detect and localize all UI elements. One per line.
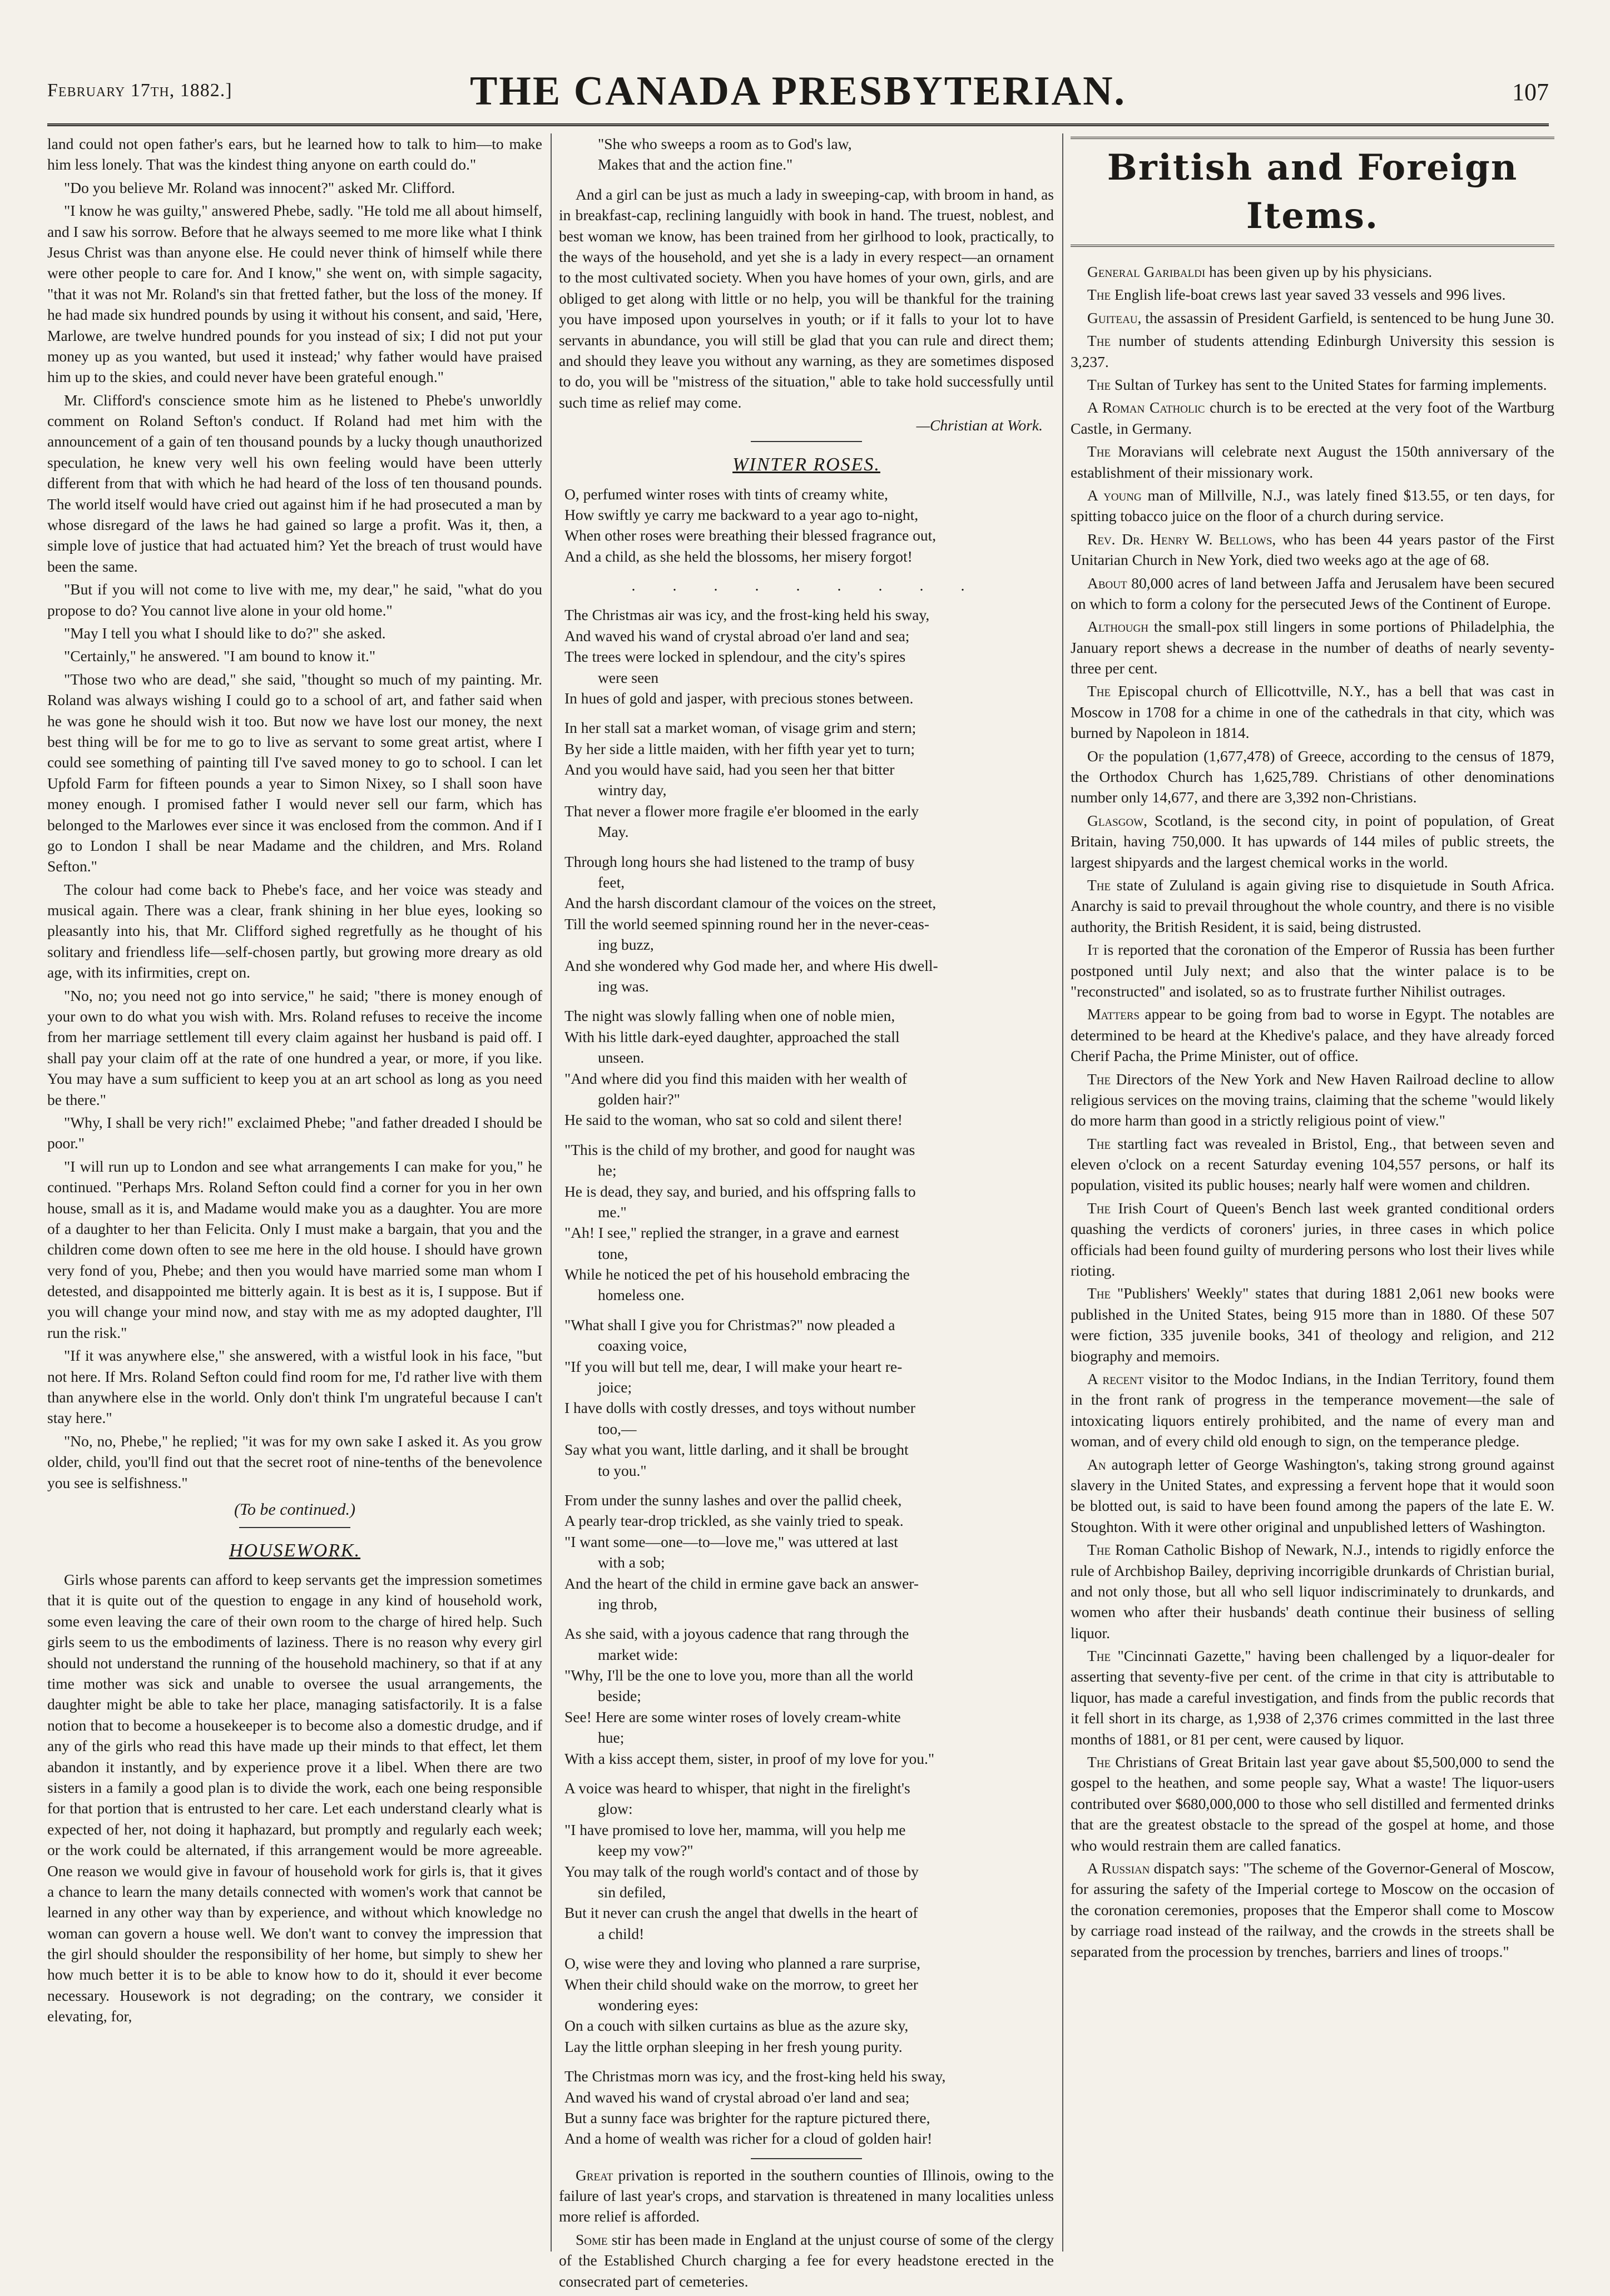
poem-line: "What shall I give you for Christmas?" now pleaded a <box>564 1316 895 1333</box>
item-lead: A recent <box>1087 1370 1144 1387</box>
poem-line: me." <box>598 1203 627 1221</box>
story-paragraph: "Why, I shall be very rich!" exclaimed Phebe; "and father dreaded I should be poor." <box>47 1113 542 1152</box>
news-item <box>559 2229 1054 2292</box>
item-lead: The <box>1087 682 1111 700</box>
item-lead: The <box>1087 1285 1111 1302</box>
item-lead: Of <box>1087 747 1104 765</box>
item-lead: Guiteau, <box>1087 309 1142 326</box>
poem-stanza <box>559 1953 1054 2057</box>
poem-line: Through long hours she had listened to the tramp of busy <box>564 852 915 870</box>
poem-body <box>559 604 1054 2149</box>
item-text: Directors of the New York and New Haven Railroad decline to allow religious services on the moving trains, claiming that the scheme "would likely do more harm than good in a strictly religious point of view." <box>1071 1070 1554 1129</box>
poem-line: With his little dark-eyed daughter, approached the stall <box>564 1028 900 1045</box>
poem-line: golden hair?" <box>598 1090 680 1108</box>
news-item <box>1071 261 1554 282</box>
news-item <box>1071 284 1554 305</box>
poem-line: sin defiled, <box>598 1883 666 1901</box>
poem-line: And waved his wand of crystal abroad o'er land and sea; <box>564 627 910 644</box>
page-header <box>47 46 1549 129</box>
news-item <box>1071 1454 1554 1538</box>
news-item <box>1071 1283 1554 1366</box>
poem-line: And a home of wealth was richer for a cloud of golden hair! <box>564 2130 933 2148</box>
poem-line: From under the sunny lashes and over the pallid cheek, <box>564 1491 902 1509</box>
section-rule <box>239 1527 350 1528</box>
news-item <box>1071 397 1554 439</box>
poem-stanza <box>559 851 1054 997</box>
page-number: 107 <box>1512 78 1549 106</box>
column-divider <box>551 133 552 2252</box>
poem-line: wintry day, <box>598 781 667 799</box>
item-lead: The <box>1087 376 1111 394</box>
poem-line: O, perfumed winter roses with tints of creamy white, <box>564 485 888 503</box>
item-text: Roman Catholic Bishop of Newark, N.J., intends to rigidly enforce the rule of Archbishop Bailey, depriving incorrigible drunkards of Christian burial, and not only those, but all who sell liquor indiscriminately to drunkards, and women who after their husbands' death continue their business of selling liquor. <box>1071 1541 1554 1642</box>
poem-line: See! Here are some winter roses of lovely cream-white <box>564 1708 901 1725</box>
column-divider <box>1062 133 1063 2252</box>
poem-line: And waved his wand of crystal abroad o'er land and sea; <box>564 2088 910 2106</box>
item-lead: The <box>1087 876 1111 894</box>
news-item <box>1071 1539 1554 1643</box>
item-lead: Great <box>576 2166 613 2184</box>
item-text: startling fact was revealed in Bristol, Eng., that between seven and eleven o'clock on a recent Saturday evening 104,557 persons, or half its population, visited its public houses; nearly half were women and children. <box>1071 1134 1554 1194</box>
item-lead: The <box>1087 332 1111 350</box>
story-paragraph: "I will run up to London and see what arrangements I can make for you," he continued. "Perhaps Mrs. Roland Sefton could find a corner for you in her own house, small as it is, and Madame would make you as a daughter. You are more of a daughter to her than Felicita. Only I must make a bargain, that you and the children come down often to see me here in the old house. I should have grown very fond of you, Phebe; and then you would have married some man whom I detested, and disappointed me bitterly again. It is best as it is, I suppose. But if you will change your mind now, and stay with me as my adopted daughter, I'll run the risk." <box>47 1157 542 1341</box>
attribution: —Christian at Work. <box>916 416 1043 434</box>
poem-line: ing throb, <box>598 1595 657 1613</box>
poem-line: And a child, as she held the blossoms, her misery forgot! <box>564 547 913 565</box>
item-lead: General Garibaldi <box>1087 263 1206 281</box>
news-item <box>1071 616 1554 678</box>
poem-line: How swiftly ye carry me backward to a year ago to-night, <box>564 506 919 524</box>
item-text: Christians of Great Britain last year gave about $5,500,000 to send the gospel to the heathen, and some people say, What a waste! The liquor-users contributed over $680,000,000 to those who sell distilled and fermented drinks that are the greatest obstacle to the spread of the gospel at home, and those who would restrain them are called fanatics. <box>1071 1753 1554 1854</box>
item-text: "Cincinnati Gazette," having been challenged by a liquor-dealer for asserting that seventy-five per cent. of the crime in that city is attributable to liquor, has made a careful investigation, and finds from the public records that it fell short in its charge, as 1,938 of 2,376 crimes committed in the last three months of 1881, or 81 per cent, were caused by liquor. <box>1071 1647 1554 1748</box>
news-item <box>1071 939 1554 1001</box>
poem-line: beside; <box>598 1687 641 1705</box>
poem-line: glow: <box>598 1800 633 1818</box>
item-lead: An <box>1087 1455 1106 1473</box>
quote-line: Makes that and the action fine." <box>598 156 793 173</box>
item-text: number of students attending Edinburgh University this session is 3,237. <box>1071 332 1554 370</box>
poem-line: O, wise were they and loving who planned a rare surprise, <box>564 1955 920 1972</box>
to-be-continued: (To be continued.) <box>234 1500 356 1519</box>
poem-line: ing was. <box>598 977 649 995</box>
stanza-separator: . . . . . . . . . <box>631 577 982 595</box>
news-item <box>1071 573 1554 614</box>
housework-title: HOUSEWORK. <box>229 1540 361 1561</box>
section-rule <box>751 2158 862 2159</box>
poem-line: With a kiss accept them, sister, in proof of my love for you." <box>564 1749 935 1767</box>
item-text: appear to be going from bad to worse in Egypt. The notables are determined to be heard at the Khedive's palace, and they have already forced Cherif Pacha, the Prime Minister, out of office. <box>1071 1005 1554 1065</box>
housework-conclusion: And a girl can be just as much a lady in sweeping-cap, with broom in hand, as in breakfast-cap, reclining languidly with book in hand. The truest, noblest, and best woman we know, has been trained from her girlhood to look, practically, to the ways of the household, and yet she is a lady in every respect—an ornament to the most cultivated society. When you have homes of your own, girls, and are obliged to get along with little or no help, you will be thankful for the training you have imposed upon yourselves in youth; or if it falls to your lot to have servants in abundance, you will still be glad that you can rule and direct them; and should they leave you without any warning, as they are sometimes disposed to do, you will be "mistress of the situation," able to take hold successfully until such time as relief may come. <box>559 185 1054 411</box>
story-paragraph: "May I tell you what I should like to do?" she asked. <box>64 624 386 642</box>
poem-line: Lay the little orphan sleeping in her fresh young purity. <box>564 2037 903 2055</box>
poem-line: I have dolls with costly dresses, and toys without number <box>564 1399 915 1417</box>
section-rule <box>751 441 862 442</box>
story-paragraph: "Those two who are dead," she said, "thought so much of my painting. Mr. Roland was always wishing I could go to a school of art, and father said when he was gone he should wish it too. But now we have lost our money, the next best thing will be for me to go to live as servant to some great artist, where I could see something of painting till I've saved money to go to school. I can let Upfold Farm for fifteen pounds a year to Simon Nixey, so I shall soon have money enough. I promised father I would never sell our farm, which has belonged to the Marlowes ever since it was enclosed from the common. And if I go to London I shall be near Madame and the children, and Mrs. Roland Sefton." <box>47 670 542 875</box>
item-lead: Matters <box>1087 1005 1140 1023</box>
item-text: the population (1,677,478) of Greece, according to the census of 1879, the Orthodox Church has 1,625,789. Christians of other denominations number only 14,677, and there are 3,392 non-Christians. <box>1071 747 1554 806</box>
item-lead: The <box>1087 286 1111 304</box>
poem-line: he; <box>598 1162 617 1179</box>
poem-line: And the heart of the child in ermine gave back an answer- <box>564 1574 919 1592</box>
story-paragraph: The colour had come back to Phebe's face, and her voice was steady and musical again. There was a clear, frank shining in her blue eyes, looking so pleasantly into his, that Mr. Clifford sighed regretfully as he thought of his solitary and friendless life—self-chosen partly, but growing more dreary as old age, with its infirmities, crept on. <box>47 880 542 981</box>
banner-title: British and Foreign Items. <box>1071 137 1554 247</box>
story-paragraph: "No, no, Phebe," he replied; "it was for my own sake I asked it. As you grow older, child, you'll find out that the secret root of nine-tenths of the benevolence you see is selfishness." <box>47 1432 542 1491</box>
poem-stanza <box>559 1005 1054 1130</box>
item-lead: The <box>1087 1753 1111 1771</box>
item-lead: Glasgow, <box>1087 811 1148 829</box>
item-text: Scotland, is the second city, in point of population, of Great Britain, having 750,000. It has upwards of 144 miles of public streets, the largest shipyards and the largest chemical works in the world. <box>1071 811 1554 871</box>
item-lead: The <box>1087 443 1111 460</box>
poem-line: But a sunny face was brighter for the rapture pictured there, <box>564 2109 930 2126</box>
item-text: Sultan of Turkey has sent to the United States for farming implements. <box>1111 376 1547 394</box>
poem-line: to you." <box>598 1461 647 1479</box>
poem-stanza <box>559 484 1054 567</box>
news-item <box>1071 1069 1554 1131</box>
poem-stanza <box>559 717 1054 842</box>
section-banner <box>1071 137 1554 247</box>
item-text: man of Millville, N.J., was lately fined $13.55, or ten days, for spitting tobacco juice on the floor of a church during service. <box>1071 486 1554 525</box>
housework-quote <box>559 133 1054 175</box>
poem-line: a child! <box>598 1925 645 1942</box>
poem-stanza <box>559 1139 1054 1306</box>
news-item <box>1071 1004 1554 1066</box>
story-paragraph: land could not open father's ears, but he learned how to talk to him—to make him less lonely. That was the kindest thing anyone on earth could do." <box>47 135 542 173</box>
item-text: is reported that the coronation of the Emperor of Russia has been further postponed until July next; and also that the winter palace is to be "reconstructed" and isolated, so as to frustrate further Nihilist outrages. <box>1071 941 1554 1000</box>
story-paragraph: "Do you believe Mr. Roland was innocent?" asked Mr. Clifford. <box>64 178 455 196</box>
column-3 <box>1071 133 1554 2263</box>
story-paragraph: "I know he was guilty," answered Phebe, sadly. "He told me all about himself, and I saw his sorrow. Before that he always seemed to me more like what I think Jesus Christ was than anyone else. He could never think of himself while there were other people to care for. And I know," she went on, with simple sagacity, "that it was not Mr. Roland's sin that fretted father, but the loss of the money. If he had made six hundred pounds by using it without his consent, and said, 'Here, Marlowe, are twelve hundred pounds for you instead of six; I did not put your money up as you wanted, but used it instead;' why father would have praised him up to the skies, and could never have been grateful enough." <box>47 202 542 386</box>
story-paragraph: Mr. Clifford's conscience smote him as he listened to Phebe's unworldly comment on Roland Sefton's conduct. If Roland had met him with the announcement of a gain of ten thousand pounds by a lucky though unauthorized speculation, he knew very well his own feeling would have been utterly different from that with which he had heard of the loss of ten thousand pounds. The world itself would have cried out against him if he had prosecuted a man by whose disregard of the laws he had gained so large a profit. Was it, then, a simple love of justice that had actuated him? Yet the breach of trust would have been the same. <box>47 391 542 575</box>
poem-line: "I have promised to love her, mamma, will you help me <box>564 1821 906 1838</box>
item-text: 80,000 acres of land between Jaffa and Jerusalem have been secured on which to form a colony for the persecuted Jews of the Continent of Europe. <box>1071 574 1554 612</box>
poem-line: homeless one. <box>598 1286 685 1304</box>
news-item <box>1071 875 1554 937</box>
foreign-items-list <box>1071 261 1554 1962</box>
poem-line: But it never can crush the angel that dwells in the heart of <box>564 1904 918 1922</box>
poem-stanza <box>559 2066 1054 2149</box>
news-item <box>1071 1368 1554 1452</box>
poem-line: By her side a little maiden, with her fifth year yet to turn; <box>564 740 915 757</box>
news-item <box>1071 330 1554 372</box>
poem-line: market wide: <box>598 1645 678 1663</box>
poem-line: You may talk of the rough world's contact and of those by <box>564 1862 919 1880</box>
poem-line: When their child should wake on the morrow, to greet her <box>564 1975 918 1993</box>
poem-line: hue; <box>598 1729 625 1747</box>
news-item <box>1071 810 1554 872</box>
poem-stanza <box>559 604 1054 708</box>
poem-line: joice; <box>598 1378 632 1396</box>
item-lead: The <box>1087 1070 1111 1088</box>
poem-line: "Ah! I see," replied the stranger, in a grave and earnest <box>564 1224 899 1242</box>
item-lead: It <box>1087 941 1099 959</box>
poem-line: "And where did you find this maiden with her wealth of <box>564 1069 908 1087</box>
issue-date: February 17th, 1882.] <box>47 80 232 101</box>
item-text: visitor to the Modoc Indians, in the Indian Territory, found them in the front rank of progress in the temperance movement—the sale of intoxicating liquors entirely prohibited, and the name of every man and woman, and of every child old enough to sign, on the temperance pledge. <box>1071 1370 1554 1450</box>
poem-line: Say what you want, little darling, and it shall be brought <box>564 1441 909 1459</box>
poem-line: tone, <box>598 1244 628 1262</box>
poem-stanza <box>559 1623 1054 1769</box>
news-item <box>1071 1133 1554 1196</box>
poem-line: ing buzz, <box>598 936 654 954</box>
item-text: the small-pox still lingers in some portions of Philadelphia, the January report shews a decrease in the number of deaths of nearly seventy-three per cent. <box>1071 618 1554 677</box>
item-lead: Rev. Dr. Henry W. Bellows, <box>1087 530 1276 548</box>
poem-line: And she wondered why God made her, and where His dwell- <box>564 956 938 974</box>
poem-line: too,— <box>598 1420 637 1437</box>
poem-line: A pearly tear-drop trickled, as she vainly tried to speak. <box>564 1512 904 1530</box>
poem-line: The night was slowly falling when one of noble mien, <box>564 1007 895 1025</box>
news-item <box>1071 1645 1554 1749</box>
story-paragraph: "If it was anywhere else," she answered, with a wistful look in his face, "but not here. If Mrs. Roland Sefton could find room for me, I'd rather live with them than anywhere else in the world. Only don't think I'm ungrateful because I can't stay here." <box>47 1347 542 1427</box>
story-paragraph: "But if you will not come to live with me, my dear," he said, "what do you propose to do? You cannot live alone in your old home." <box>47 581 542 619</box>
item-text: who has been 44 years pastor of the First Unitarian Church in New York, died two weeks ago at the age of 68. <box>1071 530 1554 569</box>
item-lead: The <box>1087 1541 1111 1559</box>
item-text: Episcopal church of Ellicottville, N.Y., has a bell that was cast in Moscow in 1708 for a chime in one of the cathedrals in that city, which was burned by Napoleon in 1814. <box>1071 682 1554 742</box>
poem-line: wondering eyes: <box>598 1996 699 2014</box>
poem-line: keep my vow?" <box>598 1842 693 1859</box>
item-text: state of Zululand is again giving rise to disquietude in South Africa. Anarchy is said to prevail throughout the whole country, and there is no visible authority, the British Resident, it is said, being distrusted. <box>1071 876 1554 935</box>
news-item <box>1071 441 1554 483</box>
poem-line: A voice was heard to whisper, that night in the firelight's <box>564 1779 910 1797</box>
item-text: autograph letter of George Washington's, taking strong ground against slavery in the United States, and expressing a fervent hope that it would soon be blotted out, is said to have been found among the papers of the late E. W. Stoughton. With it were other original and unpublished letters of Washington. <box>1071 1455 1554 1535</box>
poem-line: And you would have said, had you seen her that bitter <box>564 761 895 778</box>
item-lead: A young <box>1087 486 1142 504</box>
poem-line: He said to the woman, who sat so cold and silent there! <box>564 1111 903 1129</box>
item-lead: The <box>1087 1199 1111 1217</box>
item-text: has been given up by his physicians. <box>1205 263 1433 281</box>
poem-line: That never a flower more fragile e'er bloomed in the early <box>564 802 919 820</box>
poem-stanza <box>559 1490 1054 1614</box>
news-item <box>1071 746 1554 808</box>
poem-line: As she said, with a joyous cadence that rang through the <box>564 1625 909 1643</box>
item-lead: Some <box>576 2230 608 2248</box>
news-item <box>1071 308 1554 328</box>
poem-line: coaxing voice, <box>598 1337 687 1355</box>
news-item <box>1071 1198 1554 1281</box>
item-lead: The <box>1087 1134 1111 1152</box>
item-lead: Although <box>1087 618 1148 636</box>
poem-line: On a couch with silken curtains as blue as the azure sky, <box>564 2017 909 2035</box>
poem-line: "Why, I'll be the one to love you, more than all the world <box>564 1667 913 1684</box>
poem-line: "This is the child of my brother, and good for naught was <box>564 1140 915 1158</box>
news-item <box>1071 1858 1554 1962</box>
poem-line: May. <box>598 823 629 841</box>
poem-title: WINTER ROSES. <box>732 454 880 475</box>
poem-line: unseen. <box>598 1049 645 1067</box>
item-lead: A Russian <box>1087 1859 1150 1877</box>
column-1 <box>47 133 542 2263</box>
poem-line: feet, <box>598 874 625 891</box>
poem-line: with a sob; <box>598 1554 665 1571</box>
item-lead: About <box>1087 574 1127 592</box>
poem-line: The trees were locked in splendour, and the city's spires <box>564 648 906 666</box>
item-lead: A Roman Catholic <box>1087 399 1205 416</box>
poem-line: Till the world seemed spinning round her in the never-ceas- <box>564 915 929 933</box>
item-text: church is to be erected at the very foot of the Wartburg Castle, in Germany. <box>1071 399 1554 437</box>
poem-line: When other roses were breathing their blessed fragrance out, <box>564 527 937 544</box>
poem-stanza <box>559 1315 1054 1481</box>
item-text: Moravians will celebrate next August the 150th anniversary of the establishment of their missionary work. <box>1071 443 1554 481</box>
housework-text: Girls whose parents can afford to keep servants get the impression sometimes that it is quite out of the question to engage in any kind of household work, some even leaving the care of their own room to the charge of hired help. Such girls seem to us the embodiments of laziness. There is no reason why every girl should not understand the running of the household machinery, so that if at any time mother was sick and unable to oversee the usual arrangements, the daughter might be able to take her place, managing satisfactorily. It is a false notion that to become a housekeeper is to become also a domestic drudge, and if any of the girls who read this have made up their minds to that effect, let them abandon it instantly, and by experience prove it a libel. When there are two sisters in a family a good plan is to divide the work, each one being responsible for that portion that is entrusted to her care. Let each understand clearly what is expected of her, not doing it haphazard, but promptly and regularly each week; or the work could be alternated, if this arrangement would be more agreeable. One reason we would give in favour of household work for girls is, that it gives a chance to learn the many details connected with women's work that cannot be learned in any other way than by experience, and without which knowledge no woman can govern a house well. We don't want to convey the impression that the girl should shoulder the responsibility of her home, but simply to shew her how much better it is to be able to know how to do it, should it ever become necessary. Housework is not degrading; on the contrary, we consider it elevating, for, <box>47 1571 542 2025</box>
news-item <box>1071 529 1554 571</box>
poem-line: "I want some—one—to—love me," was uttered at last <box>564 1533 898 1550</box>
news-items <box>559 2165 1054 2292</box>
item-text: dispatch says: "The scheme of the Governor-General of Moscow, for assuring the safety of the Imperial cortege to Moscow on the occasion of the coronation ceremonies, proposes that the Emperor shall come to Moscow by carriage road instead of the railway, and the crowds in the streets shall be separated from the procession by trenches, barriers and lines of troops." <box>1071 1859 1554 1960</box>
poem-stanza <box>559 1778 1054 1944</box>
poem-line: The Christmas morn was icy, and the frost-king held his sway, <box>564 2067 946 2085</box>
poem-line: He is dead, they say, and buried, and his offspring falls to <box>564 1182 916 1200</box>
poem-line: "If you will but tell me, dear, I will make your heart re- <box>564 1357 903 1375</box>
news-item <box>1071 1752 1554 1856</box>
story-paragraph: "Certainly," he answered. "I am bound to know it." <box>64 647 376 665</box>
item-text: English life-boat crews last year saved 33 vessels and 996 lives. <box>1111 286 1506 304</box>
header-rule <box>47 123 1549 126</box>
item-text: the assassin of President Garfield, is sentenced to be hung June 30. <box>1141 309 1554 326</box>
column-2 <box>559 133 1054 2290</box>
poem-line: The Christmas air was icy, and the frost-king held his sway, <box>564 606 930 624</box>
news-item <box>1071 681 1554 743</box>
quote-line: "She who sweeps a room as to God's law, <box>598 135 852 152</box>
news-item <box>559 2165 1054 2227</box>
item-text: "Publishers' Weekly" states that during 1881 2,061 new books were published in the United States, being 915 more than in 1880. Of these 507 were fiction, 335 juvenile books, 341 of theology and religion, and 212 biography and memoirs. <box>1071 1285 1554 1365</box>
poem-line: were seen <box>598 668 659 686</box>
poem-line: In her stall sat a market woman, of visage grim and stern; <box>564 719 917 737</box>
newspaper-title: THE CANADA PRESBYTERIAN. <box>469 68 1127 114</box>
news-item <box>1071 485 1554 527</box>
poem-line: And the harsh discordant clamour of the voices on the street, <box>564 894 937 912</box>
story-continuation <box>47 133 542 1493</box>
poem-line: In hues of gold and jasper, with precious stones between. <box>564 689 914 707</box>
poem-line: While he noticed the pet of his household embracing the <box>564 1266 910 1283</box>
story-paragraph: "No, no; you need not go into service," he said; "there is money enough of your own to do what you wish with. Mrs. Roland refuses to receive the income from her marriage settlement till every claim against her husband is paid off. I shall pay your claim off at the rate of one hundred a year, or more, if you like. You may have a sum sufficient to keep you at an art school as long as you need be there." <box>47 986 542 1108</box>
item-lead: The <box>1087 1647 1111 1665</box>
item-text: privation is reported in the southern counties of Illinois, owing to the failure of last year's crops, and starvation is threatened in many localities unless more relief is afforded. <box>559 2166 1054 2225</box>
item-text: Irish Court of Queen's Bench last week granted conditional orders quashing the verdicts of coroners' juries, in three cases in which police officials had been found guilty of murdering persons who lost their lives while rioting. <box>1071 1199 1554 1280</box>
news-item <box>1071 374 1554 395</box>
item-text: stir has been made in England at the unjust course of some of the clergy of the Established Church charging a fee for every headstone erected in the consecrated part of cemeteries. <box>559 2230 1054 2290</box>
